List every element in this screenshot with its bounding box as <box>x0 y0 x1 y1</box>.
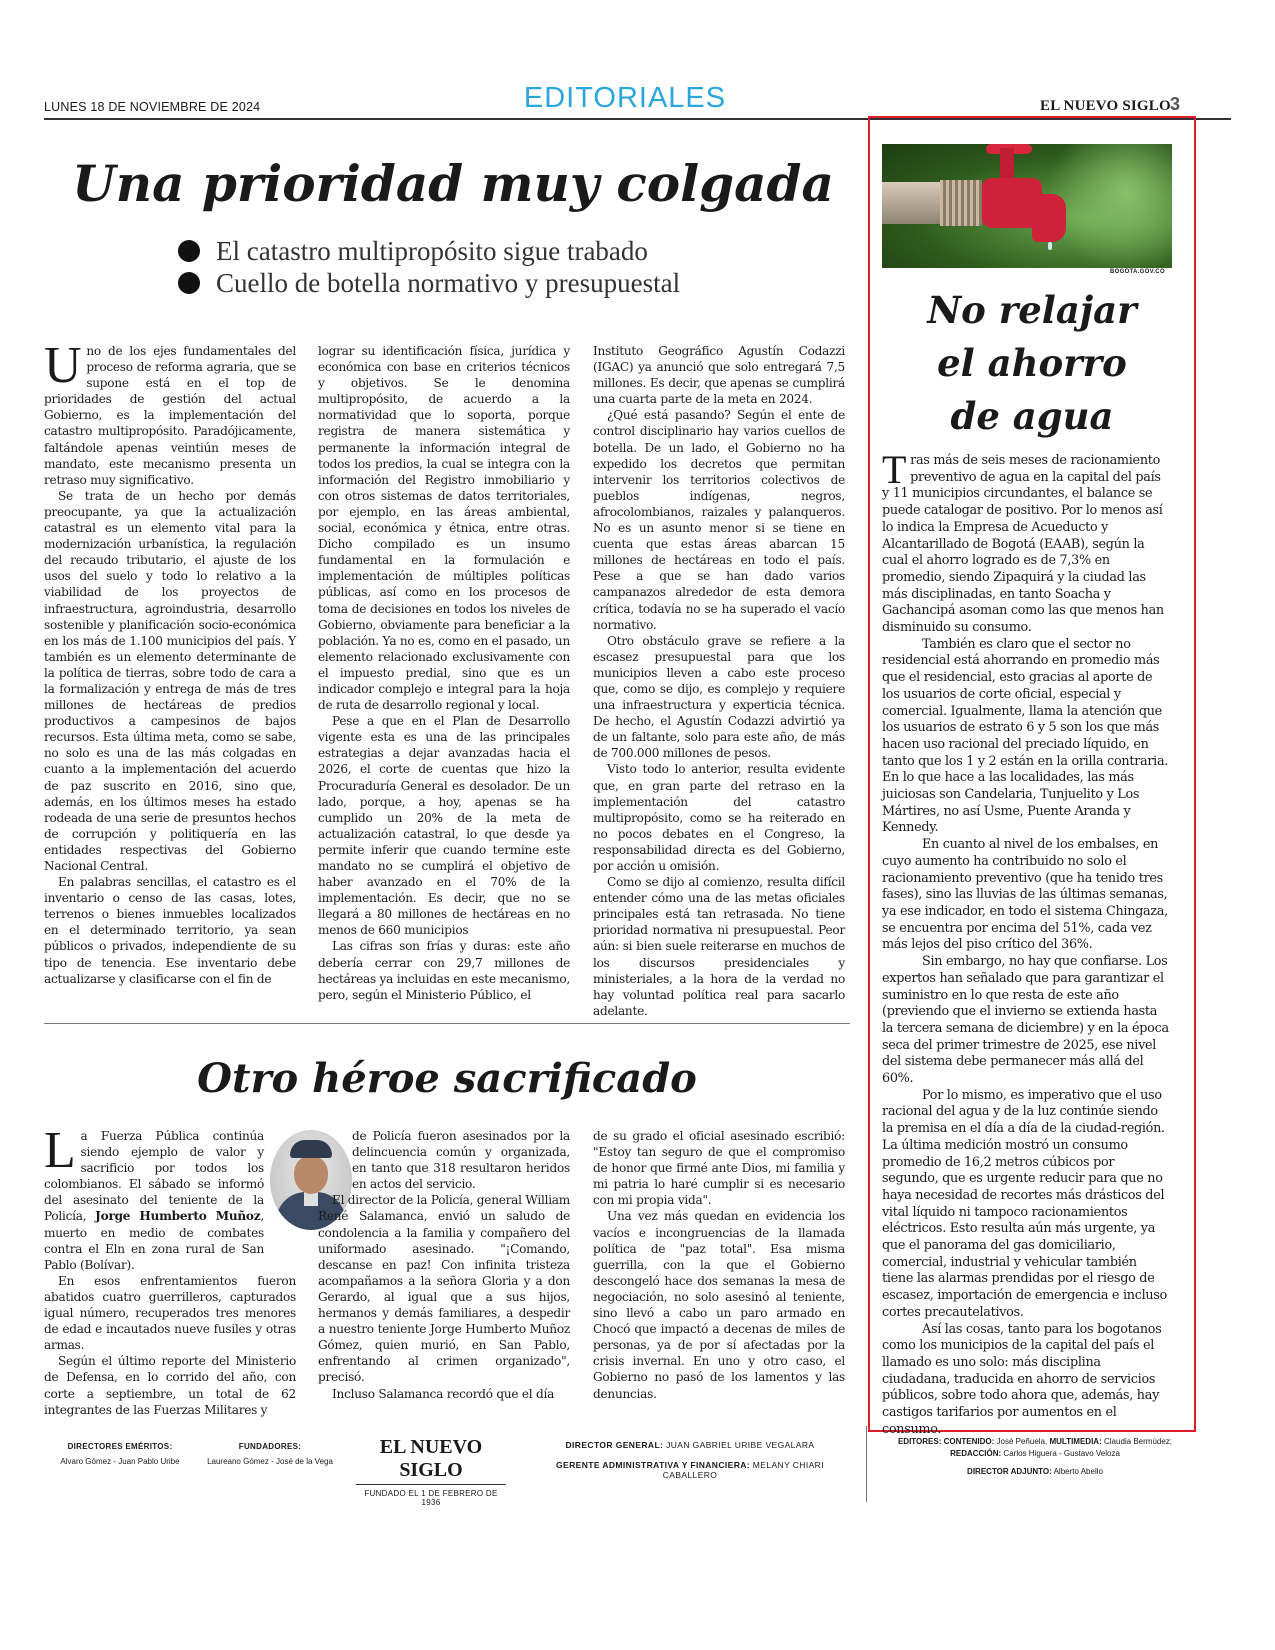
paragraph-text: , muerto en medio de combates contra el Eln en zona rural de San Pablo (Bolívar). <box>44 1209 264 1272</box>
article-divider <box>44 1023 850 1024</box>
paragraph: Sin embargo, no hay que confiarse. Los expertos han señalado que para garantizar el suministro en lo que resta de este año (previendo que el invierno se extienda hasta la tercera semana de diciembre) y en la época seca del primer trimestre de 2025, ese nivel del sistema debe permanecer más allá del 60%. <box>882 954 1169 1087</box>
officer-name: Jorge Humberto Muñoz <box>95 1209 261 1224</box>
paragraph: Pese a que en el Plan de Desarrollo vigente esta es una de las principales estrategias a dejar avanzadas hacia el 2026, el corte de cuentas que hizo la Procuraduría General es desolador. De un lado, porque, a hoy, apenas se ha cumplido un 20% de la meta de actualización catastral, lo que desde ya permite inferir que cuando termine este mandato no se cumplirá el objetivo de haber avanzado en el 70% de la implementación. Es decir, que no se llegará a 80 millones de hectáreas en no menos de 660 municipios <box>318 714 570 938</box>
article-column <box>593 343 845 1019</box>
paragraph: También es claro que el sector no residencial está ahorrando en promedio más que el residencial, esto gracias al aporte de los usuarios de corte oficial, especial y comercial. Igualmente, llama la atención que los usuarios de estrato 6 y 5 son los que más hacen uso racional del preciado líquido, en tanto que los 1 y 2 están en la orilla contraria. En lo que hace a las localidades, las más juiciosas son Candelaria, Tunjuelito y Los Mártires, no así Usme, Puente Aranda y Kennedy. <box>882 636 1169 836</box>
footer-label: GERENTE ADMINISTRATIVA Y FINANCIERA: <box>556 1460 751 1470</box>
paragraph: Instituto Geográfico Agustín Codazzi (IGAC) ya anunció que solo entregará 7,5 millones. Es decir, que apenas se cumplirá una cuarta parte de la meta en 2024. <box>593 344 845 407</box>
footer-value: José Peñuela, <box>996 1437 1048 1446</box>
footer-label: MULTIMEDIA: <box>1049 1437 1102 1446</box>
issue-date: LUNES 18 DE NOVIEMBRE DE 2024 <box>44 100 261 114</box>
faucet-photo <box>882 144 1172 268</box>
paragraph: de su grado el oficial asesinado escribió: "Estoy tan seguro de que el compromiso de honor que firmé ante Dios, mi familia y mi patria lo haré cumplir si es necesario con mi propia vida". <box>593 1129 845 1208</box>
title-line: de agua <box>950 394 1114 438</box>
newspaper-logo: EL NUEVO SIGLO <box>1040 98 1171 114</box>
footer-editors <box>870 1436 1200 1478</box>
paragraph <box>882 447 1170 637</box>
bullet-icon <box>178 272 200 294</box>
paragraph: Una vez más quedan en evidencia los vacíos e incongruencias de la llamada política de "paz total". Esa misma guerrilla, con la que el Gobierno descongeló hace dos semanas la mesa de negociación, no solo asesinó al teniente, sino llevó a cabo un paro armado en Chocó que impactó a decenas de miles de personas, ya de por sí afectadas por la crisis invernal. En uno y otro caso, el Gobierno no pasó de los lamentos y las denuncias. <box>593 1209 845 1401</box>
paragraph: Las cifras son frías y duras: este año debería cerrar con 29,7 millones de hectáreas ya incluidas en este mecanismo, pero, según el Ministerio Público, el <box>318 939 570 1002</box>
paragraph: Incluso Salamanca recordó que el día <box>332 1386 555 1401</box>
article-subtitle-bullets <box>178 235 680 299</box>
footer-fundadores <box>200 1442 340 1466</box>
footer-line <box>870 1466 1200 1478</box>
article-title-catastro: Una prioridad muy colgada <box>72 154 834 213</box>
footer-founded: FUNDADO EL 1 DE FEBRERO DE 1936 <box>364 1489 498 1507</box>
footer-line <box>530 1460 850 1480</box>
paragraph: Visto todo lo anterior, resulta evidente que, en gran parte del retraso en la implementación del catastro multipropósito, como se ha reiterado en no pocos debates en el Congreso, la responsabilidad directa es del Gobierno, por acción u omisión. <box>593 762 845 873</box>
footer-value: Claudia Bermúdez; <box>1103 1437 1173 1446</box>
page-number: 3 <box>1170 94 1181 114</box>
footer-divider <box>866 1426 867 1502</box>
footer-label: EDITORES: CONTENIDO: <box>897 1437 995 1446</box>
paragraph: En palabras sencillas, el catastro es el inventario o censo de las casas, lotes, terrenos o bienes inmuebles localizados en el determinado territorio, ya sean públicos o privados, independiente de su tipo de tenencia. Ese inventario debe actualizarse y clasificarse con el fin de <box>44 875 296 986</box>
subtitle-bullet <box>178 235 680 267</box>
footer-value: MELANY CHIARI CABALLERO <box>662 1460 824 1480</box>
paragraph <box>44 337 296 488</box>
footer-value: JUAN GABRIEL URIBE VEGALARA <box>666 1440 815 1450</box>
paragraph: Como se dijo al comienzo, resulta difícil entender cómo una de las metas oficiales principales está tan retrasada. No tiene prioridad normativa ni presupuestal. Peor aún: si bien suele reiterarse en muchos de los discursos presidenciales y ministeriales, a la hora de la verdad no hay voluntad política real para sacarlo adelante. <box>593 875 845 1018</box>
title-line: el ahorro <box>937 341 1127 385</box>
footer-logo-name: EL NUEVO SIGLO <box>356 1436 506 1485</box>
article-title-heroe: Otro héroe sacrificado <box>197 1055 697 1102</box>
paragraph: de Policía fueron asesinados por la delincuencia común y organizada, en tanto que 318 resultaron heridos en actos del servicio. <box>352 1129 570 1192</box>
footer-label: REDACCIÓN: <box>950 1449 1002 1458</box>
article-column <box>44 1122 296 1418</box>
paragraph: En cuanto al nivel de los embalses, en cuyo aumento ha contribuido no solo el racionamiento preventivo (que ha tenido tres fases), sino las lluvias de las últimas semanas, ya ese indicador, en todo el sistema Chingaza, se encuentra por encima del 51%, cada vez más lejos del piso crítico del 36%. <box>882 837 1168 953</box>
paragraph <box>44 1122 264 1273</box>
footer-value: Carlos Higuera - Gustavo Veloza <box>1003 1449 1120 1458</box>
subtitle-bullet <box>178 267 680 299</box>
drop-cap: T <box>882 447 907 492</box>
paragraph: ¿Qué está pasando? Según el ente de control disciplinario hay varios cuellos de botella. De un lado, el Gobierno no ha expedido los decretos que permitan intervenir los territorios colectivos de pueblos indígenas, negros, afrocolombianos, raizales y palanqueros. No es un asunto menor si se tiene en cuenta que estas áreas abarcan 15 millones de hectáreas en todo el país. Pese a que se han dado varios campanazos alrededor de esta demora crítica, todavía no se ha superado el vacío normativo. <box>593 408 845 632</box>
paragraph: lograr su identificación física, jurídica y económica con base en criterios técnicos y objetivos. Se le denomina multipropósito, de acuerdo a la normatividad que lo soporta, porque registra de manera sistemática y permanente la información integral de todos los predios, la cual se integra con la información del Registro inmobiliario y con otros sistemas de datos territoriales, por ejemplo, en las áreas ambiental, social, económica y étnica, entre otras. Dicho compilado es un insumo fundamental en la formulación e implementación de múltiples políticas públicas, así como en los procesos de toma de decisiones en todos los niveles de Gobierno, obviamente para beneficiar a la población. Ya no es, como en el pasado, un elemento relacionado exclusivamente con el impuesto predial, sino que es un indicador complejo e integral para la hoja de ruta de desarrollo regional y local. <box>318 344 570 713</box>
footer-value: Alberto Abello <box>1053 1467 1103 1476</box>
section-title: EDITORIALES <box>523 82 727 114</box>
article-column <box>593 1128 845 1402</box>
article-column <box>318 343 570 1003</box>
paragraph: Se trata de un hecho por demás preocupante, ya que la actualización catastral es un elemento vital para la modernización urbanística, la regulación del recaudo tributario, el ajuste de los usos del suelo y todo lo relativo a la viabilidad de los proyectos de infraestructura, agroindustria, desarrollo sostenible y planificación socio-económica en los más de 1.100 municipios del país. Y también es un elemento determinante de la política de tierras, sobre todo de cara a la formalización y entrega de más de tres millones de hectáreas de predios productivos a campesinos de bajos recursos. Esta última meta, como se sabe, no solo es una de las más colgadas en cuanto a la implementación del acuerdo de paz suscrito en 2016, sino que, además, en los últimos meses ha estado rodeada de una serie de presuntos hechos de corrupción y politiquería en las entidades respectivas del Gobierno Nacional Central. <box>44 488 296 873</box>
drop-cap: L <box>44 1122 76 1179</box>
paragraph-text: no de los ejes fundamentales del proceso de reforma agraria, que se supone está en el top de prioridades de gestión del actual Gobierno, es la implementación del catastro multipropósito. Paradójicamente, faltándole apenas veintiún meses de mandato, este mecanismo presenta un retraso muy significativo. <box>44 344 296 487</box>
footer-label: FUNDADORES: <box>238 1442 302 1451</box>
subtitle-text: Cuello de botella normativo y presupuestal <box>216 267 681 298</box>
footer-management <box>530 1440 850 1490</box>
article-column <box>44 337 296 987</box>
bullet-icon <box>178 240 200 262</box>
footer-line <box>530 1440 850 1450</box>
footer-value: Laureano Gómez - José de la Vega <box>207 1457 333 1466</box>
article-column <box>882 447 1170 1438</box>
paragraph: Otro obstáculo grave se refiere a la escasez presupuestal para que los municipios lleven a cabo este proceso que, como se dijo, es complejo y requiere una infraestructura y experticia técnica. De hecho, el Agustín Codazzi advirtió ya de un faltante, solo para este año, de más de 700.000 millones de pesos. <box>593 633 845 761</box>
article-column <box>318 1128 570 1402</box>
paragraph-text: ras más de seis meses de racionamiento preventivo de agua en la capital del país y 11 municipios circundantes, el balance se puede catalogar de positivo. Por lo menos así lo indica la Empresa de Acueducto y Alcantarillado de Bogotá (EAAB), según la cual el ahorro logrado es de 7,3% en promedio, siendo Zipaquirá y la ciudad las más disciplinadas, en tanto Soacha y Gachancipá asoman como las que menos han disminuido su consumo. <box>882 453 1164 636</box>
footer-directores <box>40 1442 200 1466</box>
paragraph: Así las cosas, tanto para los bogotanos como los municipios de la capital del país el llamado es uno solo: más disciplina ciudadana, traducida en ahorro de servicios públicos, sobre todo ahora que, además, hay castigos tarifarios por aumentos en el consumo. <box>882 1321 1162 1437</box>
title-line: No relajar <box>927 288 1137 332</box>
footer-line <box>870 1448 1200 1460</box>
paragraph: El director de la Policía, general William René Salamanca, envió un saludo de condolencia a la familia y compañero del uniformado asesinado. "¡Comando, descanse en paz! Con infinita tristeza acompañamos a la señora Gloria y a don Gerardo, al igual que a sus hijos, hermanos y demás familiares, a despedir a nuestro teniente Jorge Humberto Muñoz Gómez, quien murió, en San Pablo, enfrentando al crimen organizado", precisó. <box>318 1193 570 1385</box>
footer-value: Alvaro Gómez - Juan Pablo Uribe <box>60 1457 180 1466</box>
paragraph: Según el último reporte del Ministerio de Defensa, en lo corrido del año, con corte a septiembre, un total de 62 integrantes de las Fuerzas Militares y <box>44 1354 296 1417</box>
photo-credit: BOGOTA.GOV.CO <box>1110 269 1165 275</box>
article-title-agua <box>870 284 1194 443</box>
footer-label: DIRECTOR GENERAL: <box>565 1440 664 1450</box>
footer-label: DIRECTOR ADJUNTO: <box>967 1467 1052 1476</box>
footer-line <box>870 1436 1200 1448</box>
subtitle-text: El catastro multipropósito sigue trabado <box>216 235 648 266</box>
paragraph-text: a Fuerza Pública continúa siendo ejemplo de valor y sacrificio por todos los colombianos. El sábado se informó del asesinato del teniente de la Policía, <box>44 1129 264 1224</box>
paragraph: Por lo mismo, es imperativo que el uso racional del agua y de la luz continúe siendo la premisa en el día a día de la ciudad-región. La última medición mostró un consumo promedio de 16,2 metros cúbicos por segundo, que es urgente reducir para que no haya necesidad de recortes más drásticos del vital líquido ni tampoco racionamientos eléctricos. Esto resulta aún más urgente, ya que el panorama del gas domiciliario, comercial, industrial y vehicular también tiene las alarmas prendidas por el riesgo de escasez, importación de emergencia e incluso cortes precautelativos. <box>882 1087 1167 1320</box>
footer-logo <box>356 1436 506 1507</box>
drop-cap: U <box>44 337 82 394</box>
footer-label: DIRECTORES EMÉRITOS: <box>67 1442 173 1451</box>
paragraph: En esos enfrentamientos fueron abatidos cuatro guerrilleros, capturados igual número, recuperados tres menores de edad e incautados nueve fusiles y otras armas. <box>44 1273 296 1353</box>
